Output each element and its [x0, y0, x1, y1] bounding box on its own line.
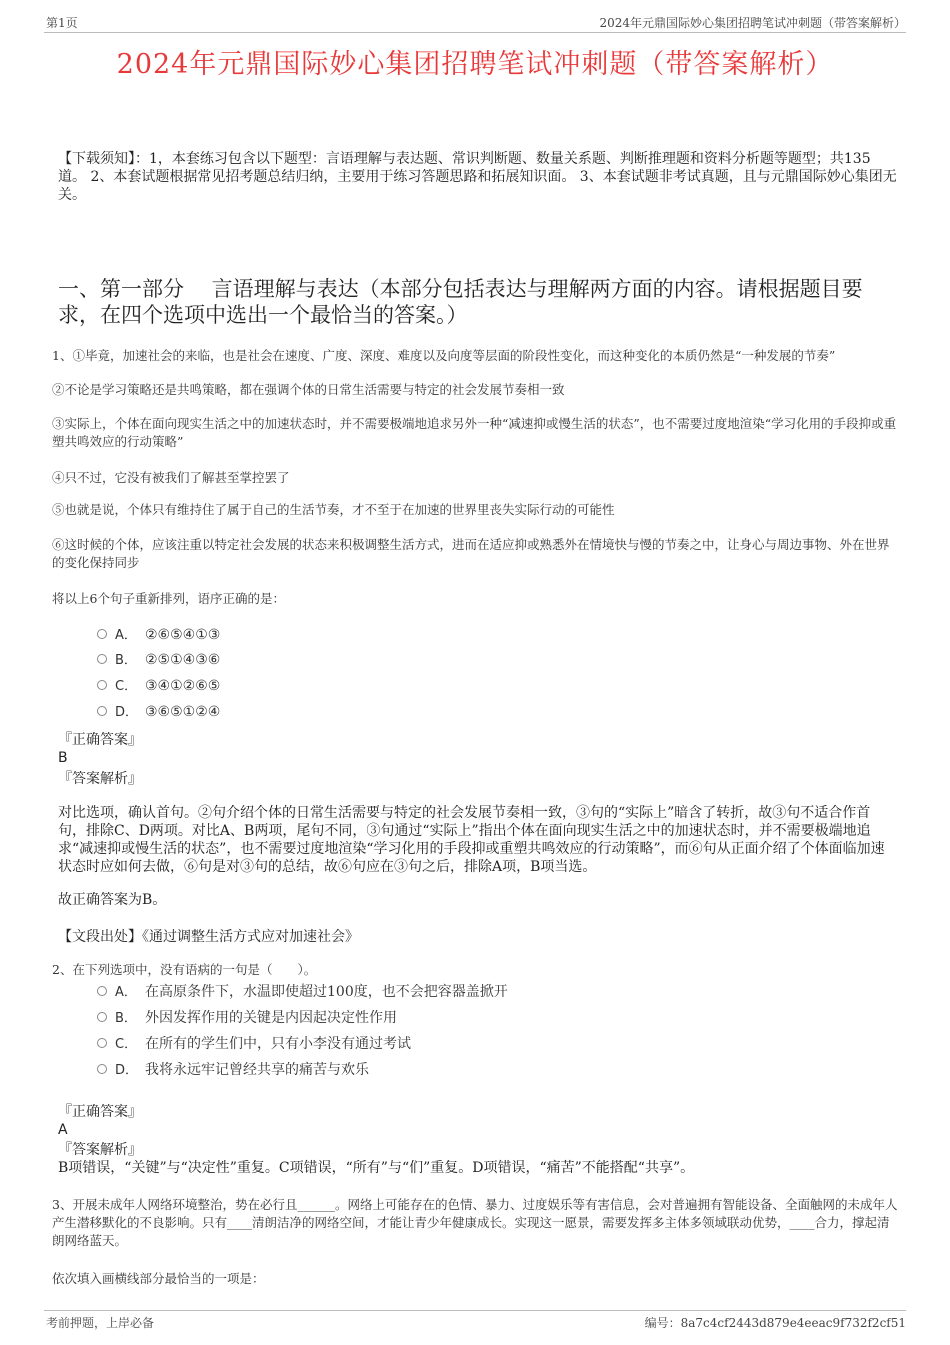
footer-slogan: 考前押题，上岸必备 — [46, 1316, 155, 1330]
q1-sentence-6: ⑥这时候的个体，应该注重以特定社会发展的状态来积极调整生活方式，进而在适应抑或熟悉外在情境快与慢的节奏之中，让身心与周边事物、外在世界的变化保持同步 — [52, 537, 890, 570]
footer-doc-id: 编号：8a7c4cf2443d879e4eeac9f732f2cf51 — [644, 1316, 906, 1330]
q1-option-c[interactable]: C． ③④①②⑥⑤ — [97, 677, 220, 695]
radio-icon[interactable] — [97, 986, 107, 996]
q3-prompt: 依次填入画横线部分最恰当的一项是： — [52, 1271, 265, 1286]
q1-source: 【文段出处】《通过调整生活方式应对加速社会》 — [58, 929, 359, 945]
q1-sentence-1: 1、①毕竟，加速社会的来临，也是社会在速度、广度、深度、难度以及向度等层面的阶段性变化，而这种变化的本质仍然是“一种发展的节奏” — [52, 348, 836, 363]
page-number: 第1页 — [46, 16, 78, 30]
q2-option-d[interactable]: D． 我将永远牢记曾经共享的痛苦与欢乐 — [97, 1061, 369, 1079]
q2-option-b[interactable]: B． 外因发挥作用的关键是内因起决定性作用 — [97, 1009, 397, 1027]
q1-option-d[interactable]: D． ③⑥⑤①②④ — [97, 703, 220, 721]
q1-analysis-label: 『答案解析』 — [58, 771, 142, 787]
q2-answer-label: 『正确答案』 — [58, 1104, 142, 1120]
radio-icon[interactable] — [97, 1038, 107, 1048]
radio-icon[interactable] — [97, 629, 107, 639]
q1-option-b[interactable]: B． ②⑤①④③⑥ — [97, 651, 220, 669]
header-doc-title: 2024年元鼎国际妙心集团招聘笔试冲刺题（带答案解析） — [599, 16, 906, 30]
q2-stem: 2、在下列选项中，没有语病的一句是（ ）。 — [52, 962, 317, 977]
q1-answer-label: 『正确答案』 — [58, 732, 142, 748]
q2-analysis-label: 『答案解析』 — [58, 1142, 142, 1158]
q1-conclusion: 故正确答案为B。 — [58, 892, 167, 908]
radio-icon[interactable] — [97, 1012, 107, 1022]
q1-sentence-5: ⑤也就是说，个体只有维持住了属于自己的生活节奏，才不至于在加速的世界里丧失实际行动的可能性 — [52, 502, 615, 517]
q2-option-c[interactable]: C． 在所有的学生们中，只有小李没有通过考试 — [97, 1035, 411, 1053]
radio-icon[interactable] — [97, 654, 107, 664]
q2-analysis: B项错误，“关键”与“决定性”重复。C项错误，“所有”与“们”重复。D项错误，“痛苦”不能搭配“共享”。 — [58, 1160, 695, 1176]
page-title: 2024年元鼎国际妙心集团招聘笔试冲刺题（带答案解析） — [116, 49, 834, 80]
section-heading: 一、第一部分 言语理解与表达（本部分包括表达与理解两方面的内容。请根据题目要求，在四个选项中选出一个最恰当的答案。） — [58, 277, 863, 327]
footer-divider — [44, 1310, 906, 1311]
q1-sentence-4: ④只不过，它没有被我们了解甚至掌控罢了 — [52, 470, 290, 485]
q1-prompt: 将以上6个句子重新排列，语序正确的是： — [52, 591, 285, 606]
q1-answer: B — [58, 750, 68, 766]
radio-icon[interactable] — [97, 1064, 107, 1074]
q2-option-a[interactable]: A． 在高原条件下，水温即使超过100度，也不会把容器盖掀开 — [97, 983, 508, 1001]
header-divider — [44, 32, 906, 33]
radio-icon[interactable] — [97, 680, 107, 690]
q1-sentence-2: ②不论是学习策略还是共鸣策略，都在强调个体的日常生活需要与特定的社会发展节奏相一致 — [52, 382, 565, 397]
q1-sentence-3: ③实际上，个体在面向现实生活之中的加速状态时，并不需要极端地追求另外一种“减速抑或慢生活的状态”，也不需要过度地渲染“学习化用的手段抑或重塑共鸣效应的行动策略” — [52, 416, 897, 449]
q3-stem: 3、开展未成年人网络环境整治，势在必行且______。网络上可能存在的色情、暴力、过度娱乐等有害信息，会对普遍拥有智能设备、全面触网的未成年人产生潜移默化的不良影响。只有____清朗洁净的网络空间，才能让青少年健康成长。实现这一愿景，需要发挥多主体多领域联动优势，____合力，撑起清朗网络蓝天。 — [52, 1197, 898, 1248]
q1-option-a[interactable]: A． ②⑥⑤④①③ — [97, 626, 220, 644]
q1-analysis: 对比选项，确认首句。②句介绍个体的日常生活需要与特定的社会发展节奏相一致，③句的“实际上”暗含了转折，故③句不适合作首句，排除C、D两项。对比A、B两项，尾句不同，③句通过“实际上”指出个体在面向现实生活之中的加速状态时，并不需要极端地追求“减速抑或慢生活的状态”，也不需要过度地渲染“学习化用的手段抑或重塑共鸣效应的行动策略”，而⑥句从正面介绍了个体面临加速状态时应如何去做，⑥句是对③句的总结，故⑥句应在③句之后，排除A项，B项当选。 — [58, 805, 885, 875]
radio-icon[interactable] — [97, 706, 107, 716]
q2-answer: A — [58, 1122, 68, 1138]
download-notice: 【下载须知】：1，本套练习包含以下题型：言语理解与表达题、常识判断题、数量关系题、判断推理题和资料分析题等题型；共135道。 2、本套试题根据常见招考题总结归纳，主要用于练习答题思路和拓展知识面。 3、本套试题非考试真题，且与元鼎国际妙心集团无关。 — [58, 151, 897, 203]
